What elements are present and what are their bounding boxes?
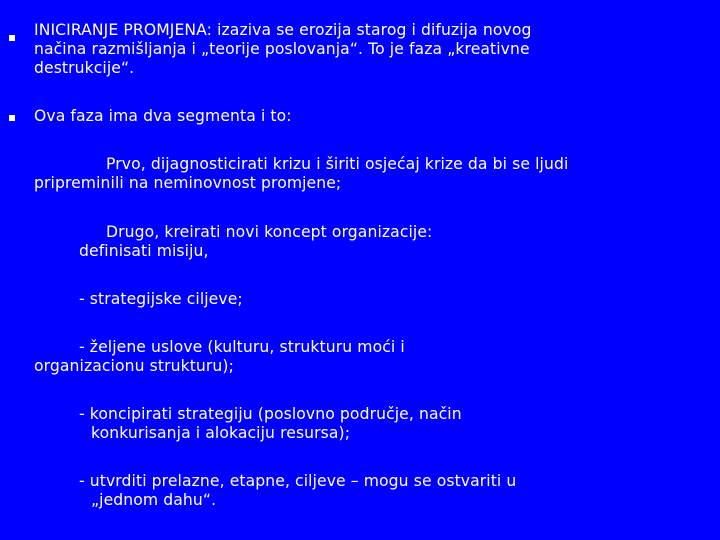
bullet-1-line-2: načina razmišljanja i „teorije poslovanja“. To je faza „kreativne (34, 40, 530, 58)
bullet-1-line-3: destrukcije“. (34, 59, 135, 77)
para-drugo-line-1: Drugo, kreirati novi koncept organizacije: (106, 223, 433, 241)
item-uslove-line-2: organizacionu strukturu); (34, 357, 234, 375)
item-ciljevi: - strategijske ciljeve; (79, 290, 243, 308)
bullet-marker-1 (9, 35, 15, 41)
bullet-2-line-1: Ova faza ima dva segmenta i to: (34, 107, 292, 125)
item-utvrditi-line-2: „jednom dahu“. (91, 491, 217, 509)
para-prvo-line-2: pripreminili na neminovnost promjene; (34, 174, 342, 192)
item-uslove-line-1: - željene uslove (kulturu, strukturu moći i (79, 338, 405, 356)
para-prvo-line-1: Prvo, dijagnosticirati krizu i širiti osjećaj krize da bi se ljudi (106, 155, 569, 173)
item-strategija-line-2: konkurisanja i alokaciju resursa); (91, 424, 351, 442)
bullet-marker-2 (9, 115, 15, 121)
item-utvrditi-line-1: - utvrditi prelazne, etapne, ciljeve – mogu se ostvariti u (79, 472, 517, 490)
para-drugo-line-2: definisati misiju, (79, 242, 209, 260)
bullet-1-line-1: INICIRANJE PROMJENA: izaziva se erozija starog i difuzija novog (34, 21, 532, 39)
item-strategija-line-1: - koncipirati strategiju (poslovno područje, način (79, 405, 462, 423)
